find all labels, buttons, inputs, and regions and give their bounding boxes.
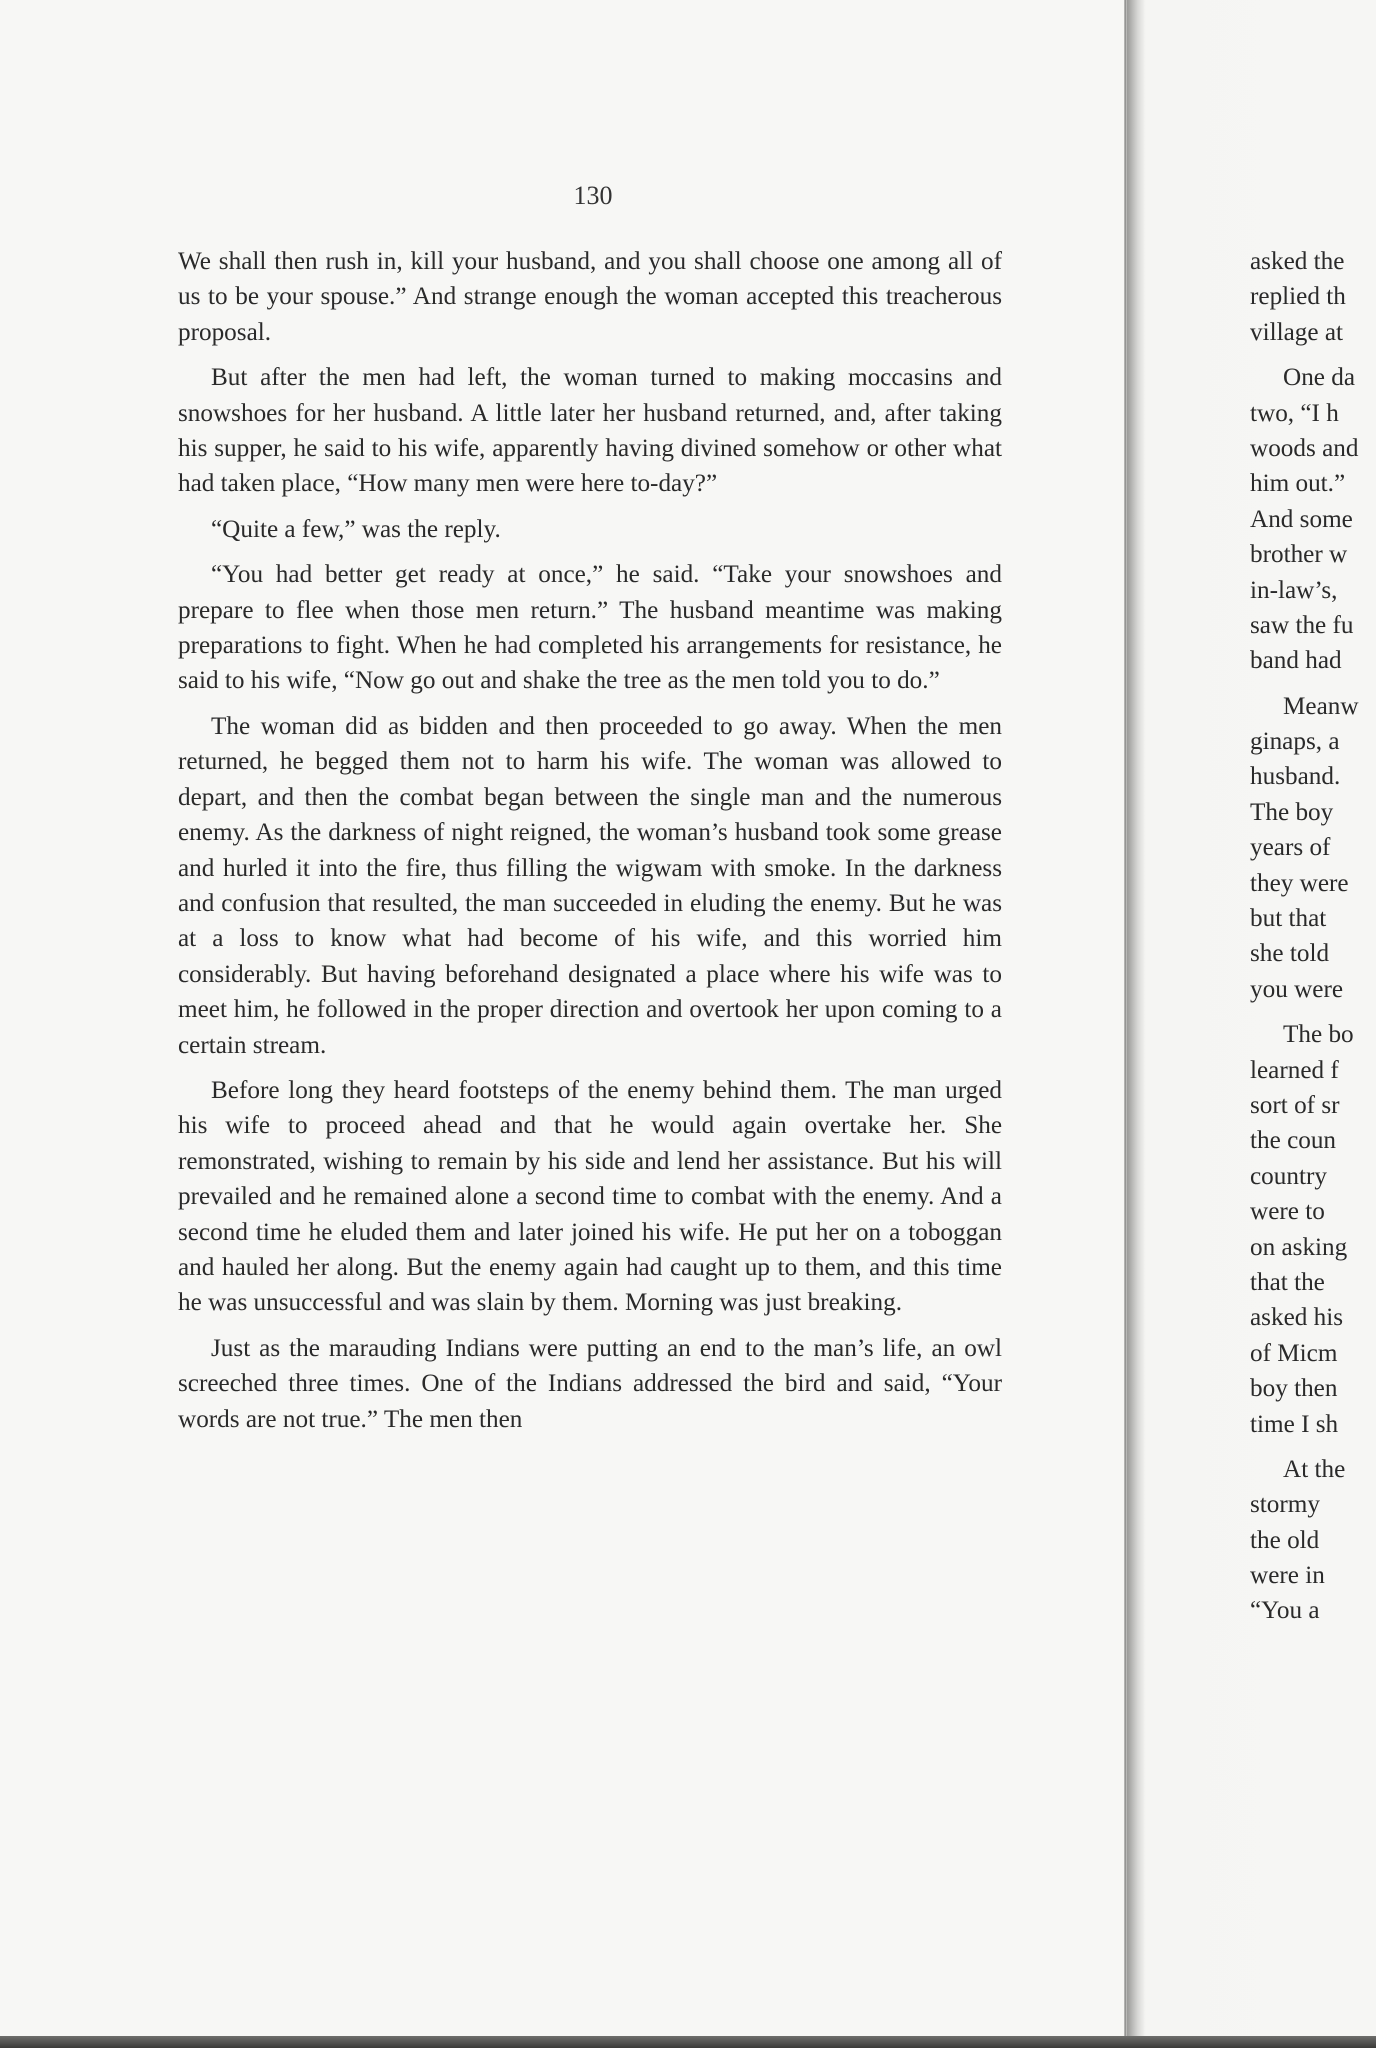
text-line: husband.: [1250, 763, 1341, 791]
paragraph-gap: [1250, 1007, 1376, 1017]
paragraph: “Quite a few,” was the reply.: [211, 515, 501, 543]
text-line: The bo: [1283, 1021, 1354, 1049]
left-page-text: [178, 244, 1002, 1447]
paragraph: The woman did as bidden and then proceeded to go away. When the men returned, he begged them not to harm his wife. The woman was allowed to depart, and then the combat began between the single man and the numerous enemy. As the darkness of night reigned, the woman’s husband took some grease and hurled it into the fire, thus filling the wigwam with smoke. In the darkness and confusion that resulted, the man succeeded in eluding the enemy. But he was at a loss to know what had become of his wife, and this worried him considerably. But having beforehand designated a place where his wife was to meet him, he followed in the proper direction and overtook her upon coming to a certain stream.: [178, 712, 1002, 1059]
text-line: The boy: [1250, 798, 1334, 826]
text-line: were in: [1250, 1562, 1325, 1590]
text-line: you were: [1250, 975, 1344, 1003]
paragraph: We shall then rush in, kill your husband, and you shall choose one among all of us to be your spouse.” And strange enough the woman accepted this treacherous proposal.: [178, 248, 1002, 346]
text-line: in-law’s,: [1250, 576, 1338, 604]
text-line: One da: [1283, 364, 1356, 392]
text-line: were to: [1250, 1198, 1325, 1226]
paragraph-gap: [1250, 350, 1376, 360]
text-line: country: [1250, 1162, 1327, 1190]
text-line: two, “I h: [1250, 399, 1339, 427]
text-line: village at: [1250, 318, 1344, 346]
paragraph: But after the men had left, the woman turned to making moccasins and snowshoes for her husband. A little later her husband returned, and, after taking his supper, he said to his wife, apparently having divined somehow or other what had taken place, “How many men were here to-day?”: [178, 364, 1002, 498]
text-line: that the: [1250, 1268, 1325, 1296]
text-line: brother w: [1250, 541, 1348, 569]
text-line: she told: [1250, 940, 1330, 968]
text-line: they were: [1250, 869, 1349, 897]
text-line: but that: [1250, 905, 1327, 933]
text-line: years of: [1250, 834, 1331, 862]
text-line: sort of sr: [1250, 1091, 1340, 1119]
paragraph: Before long they heard footsteps of the enemy behind them. The man urged his wife to proceed ahead and that he would again overtake her. She remonstrated, wishing to remain by his side and lend her assistance. But his will prevailed and he remained alone a second time to combat with the enemy. And a second time he eluded them and later joined his wife. He put her on a toboggan and hauled her along. But the enemy again had caught up to them, and this time he was unsuccessful and was slain by them. Morning was just breaking.: [178, 1076, 1002, 1317]
text-line: boy then: [1250, 1375, 1338, 1403]
text-line: Meanw: [1283, 692, 1359, 720]
text-line: ginaps, a: [1250, 728, 1340, 756]
scan-bottom-edge: [0, 2036, 1376, 2048]
text-line: And some: [1250, 505, 1353, 533]
paragraph: Just as the marauding Indians were putting an end to the man’s life, an owl screeched three times. One of the Indians addressed the bird and said, “Your words are not true.” The men then: [178, 1334, 1002, 1433]
text-line: time I sh: [1250, 1410, 1339, 1438]
text-line: on asking: [1250, 1233, 1348, 1261]
page-number: 130: [573, 181, 613, 210]
right-page-text: [1250, 244, 1376, 1629]
text-line: asked his: [1250, 1304, 1344, 1332]
text-line: “You a: [1250, 1597, 1320, 1625]
paragraph: “You had better get ready at once,” he said. “Take your snowshoes and prepare to flee when those men return.” The husband meantime was making preparations to fight. When he had completed his arrangements for resistance, he said to his wife, “Now go out and shake the tree as the men told you to do.”: [178, 561, 1002, 695]
text-line: stormy: [1250, 1491, 1320, 1519]
text-line: At the: [1283, 1455, 1346, 1483]
text-line: woods and: [1250, 434, 1359, 462]
paragraph-gap: [1250, 1442, 1376, 1452]
text-line: band had: [1250, 647, 1342, 675]
paragraph-gap: [1250, 679, 1376, 689]
text-line: replied th: [1250, 283, 1346, 311]
right-page-gutter-shadow: [1127, 0, 1145, 2036]
text-line: him out.”: [1250, 470, 1346, 498]
text-line: the old: [1250, 1526, 1320, 1554]
text-line: saw the fu: [1250, 611, 1354, 639]
text-line: asked the: [1250, 248, 1345, 275]
text-line: of Micm: [1250, 1339, 1338, 1367]
text-line: learned f: [1250, 1056, 1339, 1084]
text-line: the coun: [1250, 1127, 1337, 1155]
